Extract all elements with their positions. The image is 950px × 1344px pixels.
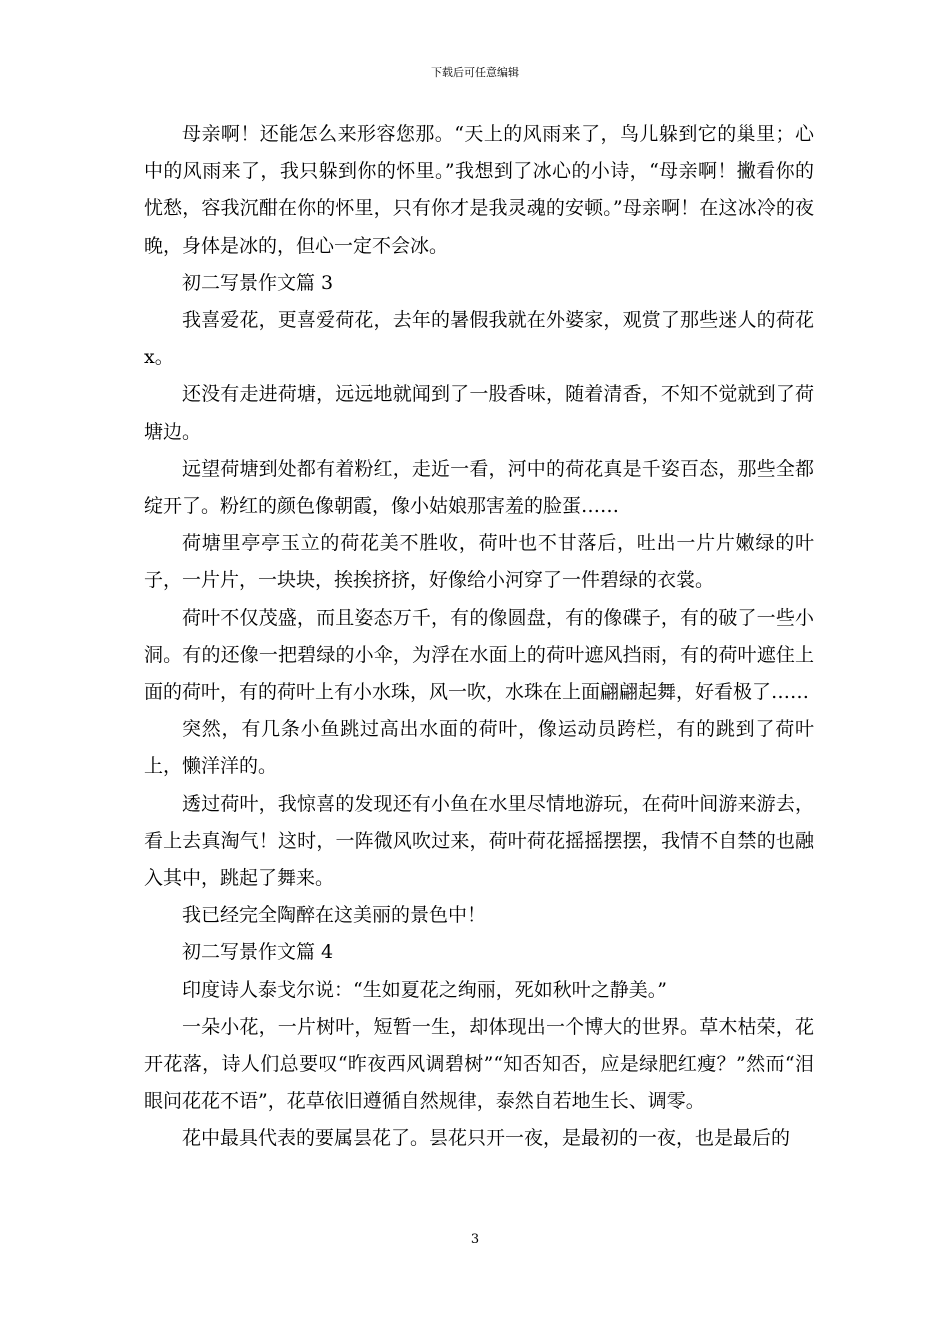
page-number: 3 [470, 1232, 480, 1247]
paragraph: 印度诗人泰戈尔说：“生如夏花之绚丽，死如秋叶之静美。” [182, 978, 667, 1001]
section-heading: 初二写景作文篇 3 [182, 271, 334, 294]
paragraph: 还没有走进荷塘，远远地就闻到了一股香味，随着清香，不知不觉就到了荷塘边。 [144, 383, 814, 443]
paragraph: 突然，有几条小鱼跳过高出水面的荷叶，像运动员跨栏，有的跳到了荷叶上，懒洋洋的。 [144, 718, 814, 778]
paragraph: 一朵小花，一片树叶，短暂一生，却体现出一个博大的世界。草木枯荣，花开花落，诗人们总要叹“昨夜西风调碧树”“知否知否，应是绿肥红瘦？”然而“泪眼问花花不语”，花草依旧遵循自然规律，泰然自若地生长、调零。 [144, 1015, 814, 1113]
paragraph: 远望荷塘到处都有着粉红，走近一看，河中的荷花真是千姿百态，那些全都绽开了。粉红的颜色像朝霞，像小姑娘那害羞的脸蛋…… [144, 457, 814, 518]
paragraph: 我喜爱花，更喜爱荷花，去年的暑假我就在外婆家，观赏了那些迷人的荷花 x。 [144, 309, 814, 369]
page-header: 下载后可任意编辑 [431, 66, 519, 79]
paragraph: 荷叶不仅茂盛，而且姿态万千，有的像圆盘，有的像碟子，有的破了一些小洞。有的还像一把碧绿的小伞，为浮在水面上的荷叶遮风挡雨，有的荷叶遮住上面的荷叶，有的荷叶上有小水珠，风一吹，水珠在上面翩翩起舞，好看极了…… [144, 606, 814, 704]
paragraph: 透过荷叶，我惊喜的发现还有小鱼在水里尽情地游玩，在荷叶间游来游去，看上去真淘气！这时，一阵微风吹过来，荷叶荷花摇摇摆摆，我情不自禁的也融入其中，跳起了舞来。 [144, 792, 814, 890]
section-heading: 初二写景作文篇 4 [182, 941, 334, 964]
document-body [144, 116, 814, 1158]
paragraph: 花中最具代表的要属昙花了。昙花只开一夜，是最初的一夜，也是最后的 [182, 1127, 791, 1150]
paragraph: 我已经完全陶醉在这美丽的景色中！ [182, 904, 487, 927]
paragraph: 母亲啊！还能怎么来形容您那。“天上的风雨来了，鸟儿躲到它的巢里；心中的风雨来了，我只躲到你的怀里。”我想到了冰心的小诗，“母亲啊！撇看你的忧愁，容我沉酣在你的怀里，只有你才是我灵魂的安顿。”母亲啊！在这冰冷的夜晚，身体是冰的，但心一定不会冰。 [144, 123, 814, 257]
paragraph: 荷塘里亭亭玉立的荷花美不胜收，荷叶也不甘落后，吐出一片片嫩绿的叶子，一片片，一块块，挨挨挤挤，好像给小河穿了一件碧绿的衣裳。 [144, 532, 814, 592]
